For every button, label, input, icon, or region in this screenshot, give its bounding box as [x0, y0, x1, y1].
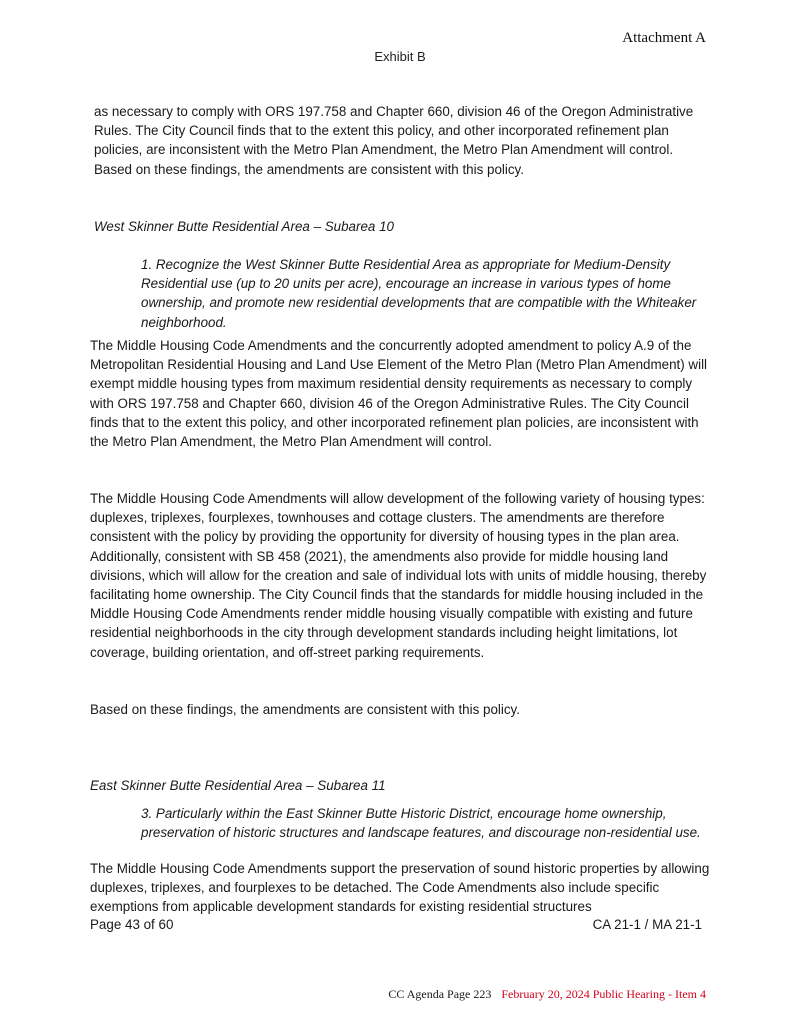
paragraph-2: The Middle Housing Code Amendments and the concurrently adopted amendment to policy A.9 of the Metropolitan Residential Housing and Land Use Element of the Metro Plan (Metro Plan Amendment) will exempt middle housing types from maximum residential density requirements as necessary to comply with ORS 197.758 and Chapter 660, division 46 of the Oregon Administrative Rules. The City Council finds that to the extent this policy, and other incorporated refinement plan policies, are inconsistent with the Metro Plan Amendment, the Metro Plan Amendment will control. [90, 338, 708, 450]
paragraph-1: as necessary to comply with ORS 197.758 and Chapter 660, division 46 of the Oregon Administrative Rules. The City Council finds that to the extent this policy, and other incorporated refinement plan policies, are inconsistent with the Metro Plan Amendment, the Metro Plan Amendment will control. Based on these findings, the amendments are consistent with this policy. [94, 104, 694, 177]
page-number: Page 43 of 60 [90, 917, 174, 932]
hearing-label: February 20, 2024 Public Hearing - Item 4 [501, 987, 706, 1001]
exhibit-label: Exhibit B [374, 49, 426, 64]
agenda-footer [388, 987, 706, 1002]
policy-quote-1: 1. Recognize the West Skinner Butte Residential Area as appropriate for Medium-Density Residential use (up to 20 units per acre), encourage an increase in various types of home ownership, and promote new residential developments that are compatible with the Whiteaker neighborhood. [141, 257, 697, 330]
paragraph-3: The Middle Housing Code Amendments will allow development of the following variety of housing types: duplexes, triplexes, fourplexes, townhouses and cottage clusters. The amendments are therefore consistent with the policy by providing the opportunity for diversity of housing types in the plan area. Additionally, consistent with SB 458 (2021), the amendments also provide for middle housing land divisions, which will allow for the creation and sale of individual lots with units of middle housing, thereby facilitating home ownership. The City Council finds that the standards for middle housing included in the Middle Housing Code Amendments render middle housing visually compatible with existing and future residential neighborhoods in the city through development standards including height limitations, lot coverage, building orientation, and off-street parking requirements. [90, 491, 707, 660]
policy-quote-2: 3. Particularly within the East Skinner Butte Historic District, encourage home ownership, preservation of historic structures and landscape features, and discourage non-residential use. [141, 806, 701, 841]
case-number: CA 21-1 / MA 21-1 [592, 917, 702, 932]
paragraph-5: The Middle Housing Code Amendments support the preservation of sound historic properties by allowing duplexes, triplexes, and fourplexes to be detached. The Code Amendments also include specific exemptions from applicable development standards for existing residential structures [90, 861, 710, 915]
agenda-page-label: CC Agenda Page 223 [388, 987, 492, 1001]
section-heading-subarea-11: East Skinner Butte Residential Area – Subarea 11 [90, 778, 386, 793]
attachment-label: Attachment A [622, 30, 706, 46]
paragraph-4: Based on these findings, the amendments are consistent with this policy. [90, 702, 520, 717]
section-heading-subarea-10: West Skinner Butte Residential Area – Subarea 10 [94, 219, 394, 234]
